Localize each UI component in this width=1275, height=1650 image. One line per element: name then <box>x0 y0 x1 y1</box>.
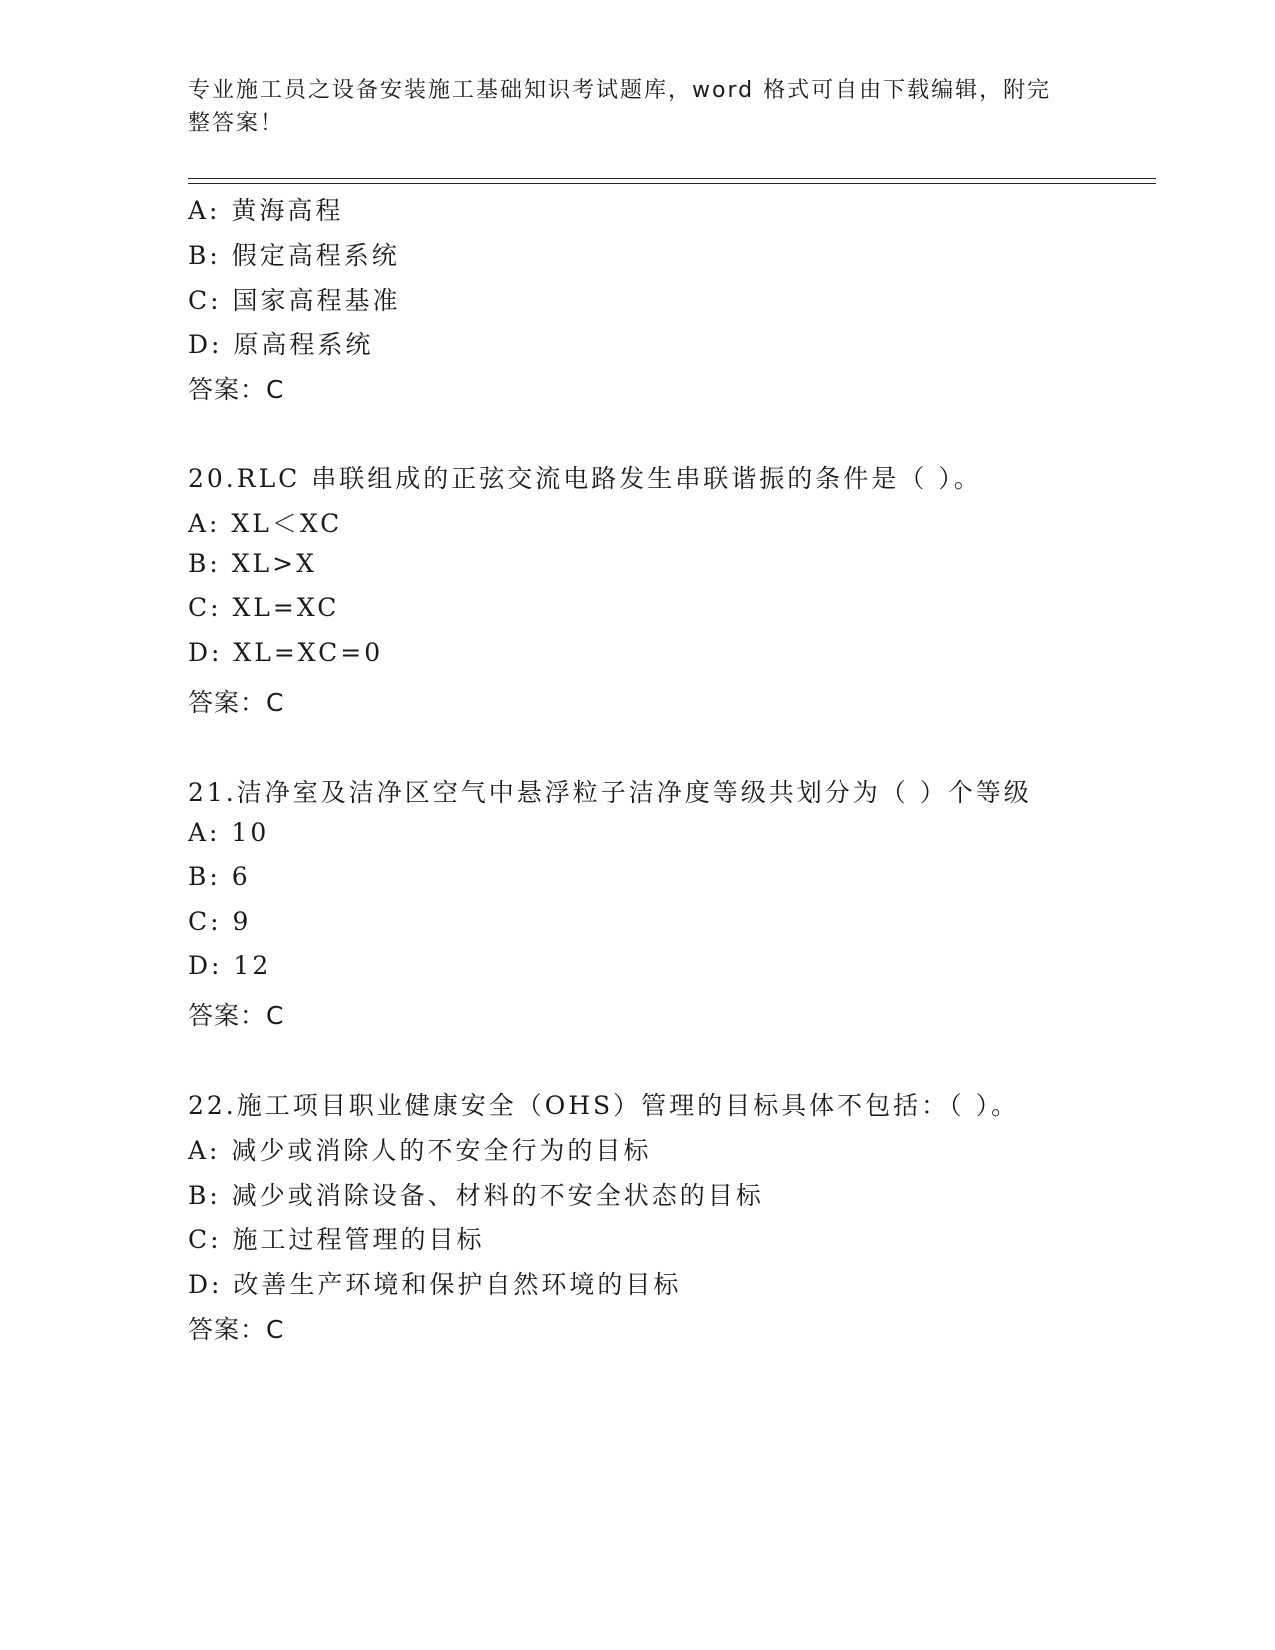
q20-answer: 答案：C <box>188 688 285 717</box>
q19-option-a: A: 黄海高程 <box>188 196 344 225</box>
q22-option-d: D: 改善生产环境和保护自然环境的目标 <box>188 1270 682 1299</box>
q21-answer: 答案：C <box>188 1001 285 1030</box>
header-divider-top <box>188 178 1156 179</box>
header-divider-bottom <box>188 183 1156 184</box>
q22-option-b: B: 减少或消除设备、材料的不安全状态的目标 <box>188 1181 764 1210</box>
document-header <box>188 74 1068 140</box>
q20-option-b: B: XL>X <box>188 549 317 578</box>
header-title-line-2: 整答案！ <box>188 111 285 136</box>
q21-question-text: 21.洁净室及洁净区空气中悬浮粒子洁净度等级共划分为（ ）个等级 <box>188 778 1032 807</box>
q19-option-c: C: 国家高程基准 <box>188 286 401 315</box>
q20-option-a: A: XL＜XC <box>188 509 343 538</box>
q21-option-c: C: 9 <box>188 907 252 936</box>
q22-answer: 答案：C <box>188 1315 285 1344</box>
q20-question-text: 20.RLC 串联组成的正弦交流电路发生串联谐振的条件是（ ）。 <box>188 464 982 493</box>
q22-option-c: C: 施工过程管理的目标 <box>188 1225 485 1254</box>
q21-option-b: B: 6 <box>188 862 251 891</box>
q19-option-d: D: 原高程系统 <box>188 330 374 359</box>
q22-question-text: 22.施工项目职业健康安全（OHS）管理的目标具体不包括：（ ）。 <box>188 1091 1020 1120</box>
q19-answer: 答案：C <box>188 375 285 404</box>
q20-option-d: D: XL=XC=0 <box>188 638 384 667</box>
q19-option-b: B: 假定高程系统 <box>188 241 400 270</box>
q22-option-a: A: 减少或消除人的不安全行为的目标 <box>188 1136 652 1165</box>
header-title-line-1: 专业施工员之设备安装施工基础知识考试题库，word 格式可自由下载编辑，附完 <box>188 78 1052 103</box>
q21-option-d: D: 12 <box>188 951 272 980</box>
q21-option-a: A: 10 <box>188 818 270 847</box>
q20-option-c: C: XL=XC <box>188 593 340 622</box>
